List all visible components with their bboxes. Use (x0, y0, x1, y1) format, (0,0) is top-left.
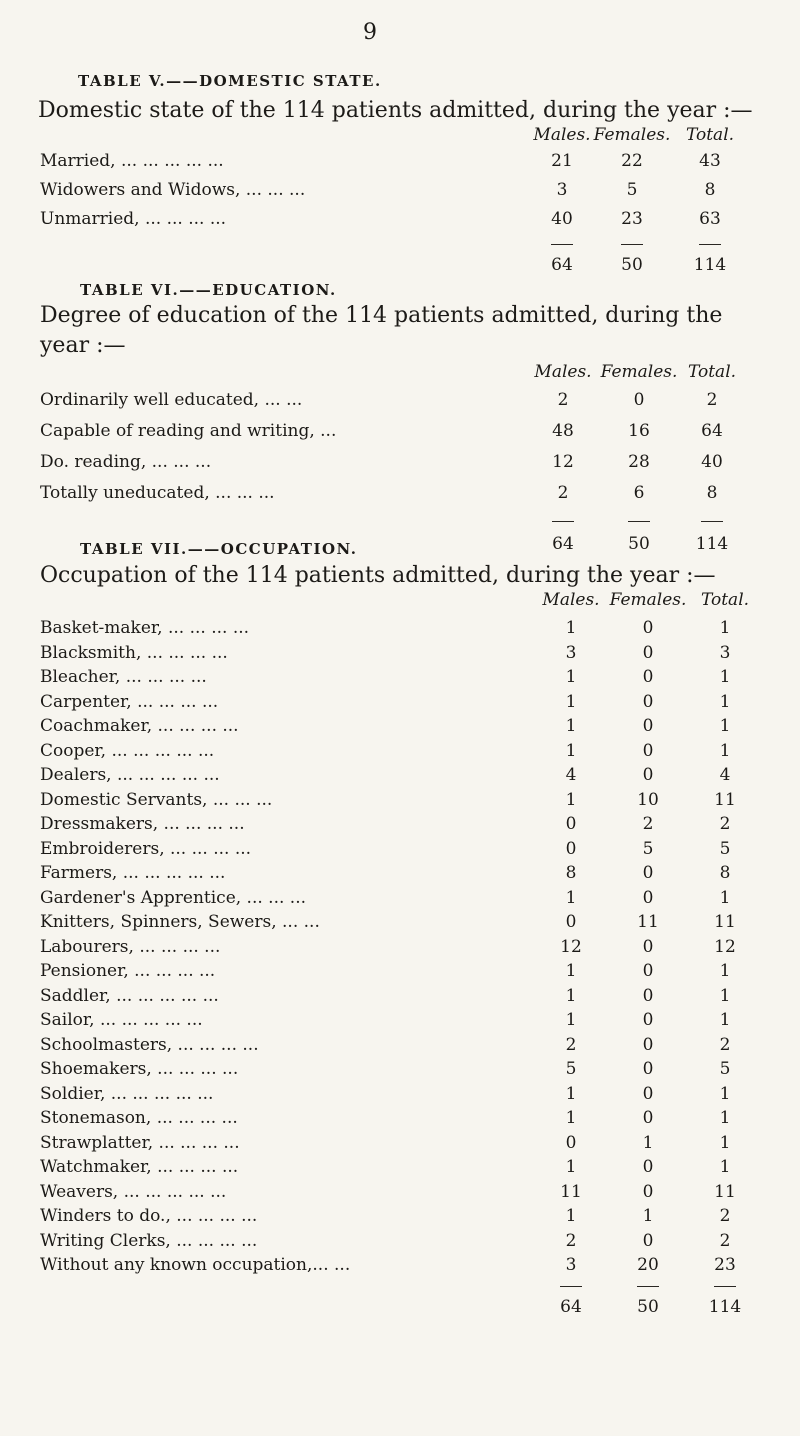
table7-cell-males: 1 (565, 716, 577, 736)
table5-cell-total: 43 (699, 151, 721, 171)
table7-row-label: Knitters, Spinners, Sewers, ... ... (40, 912, 320, 932)
table7-cell-males: 1 (565, 691, 577, 712)
table7-cell-females: 0 (642, 887, 654, 908)
table5-total-rule (699, 244, 721, 245)
table7-cell-males: 1 (565, 1083, 577, 1104)
table7-row-label: Pensioner, ... ... ... ... (40, 961, 216, 981)
table7-row-label: Labourers, ... ... ... ... (40, 936, 221, 957)
table7-total-rule (637, 1286, 659, 1287)
table5-total-rule (551, 244, 573, 245)
table7-cell-females: 1 (642, 1206, 654, 1226)
table5-intro: Domestic state of the 114 patients admitted, during the year :— (38, 98, 753, 123)
table7-cell-males: 0 (565, 912, 577, 932)
table7-cell-females: 0 (642, 863, 654, 883)
table5-col-header: Males. (533, 125, 591, 145)
table7-total-males: 64 (560, 1296, 582, 1317)
table7-cell-total: 11 (714, 789, 736, 810)
table7-row-label: Sailor, ... ... ... ... ... (40, 1010, 203, 1030)
table7-cell-total: 1 (719, 667, 731, 687)
table7-cell-females: 0 (642, 1157, 654, 1177)
table7-cell-total: 1 (719, 1010, 731, 1030)
table6-cell-total: 8 (706, 483, 718, 503)
table5-total-rule (621, 244, 643, 245)
table7-cell-total: 3 (719, 642, 731, 663)
table7-cell-total: 2 (719, 1230, 731, 1251)
table7-cell-females: 0 (642, 1108, 654, 1128)
table7-row-label: Gardener's Apprentice, ... ... ... (40, 887, 306, 908)
table7-cell-females: 5 (642, 838, 654, 859)
table5-cell-males: 21 (551, 151, 573, 171)
table5-heading: TABLE V.——DOMESTIC STATE. (78, 72, 382, 90)
table7-cell-total: 12 (714, 936, 736, 957)
table7-row-label: Without any known occupation,... ... (40, 1255, 351, 1275)
table7-cell-total: 1 (719, 618, 731, 638)
table7-cell-females: 0 (642, 642, 654, 663)
table5-col-header: Total. (685, 125, 735, 145)
table6-col-header: Total. (687, 362, 737, 382)
table7-cell-total: 2 (719, 1034, 731, 1055)
table7-row-label: Weavers, ... ... ... ... ... (40, 1181, 227, 1202)
table7-cell-females: 0 (642, 1083, 654, 1104)
table6-total-total: 114 (695, 534, 729, 554)
table5-total-females: 50 (621, 255, 643, 275)
table7-cell-total: 1 (719, 716, 731, 736)
table5-row-label: Unmarried, ... ... ... ... (40, 209, 227, 229)
table7-cell-males: 1 (565, 789, 577, 810)
table6-row-label: Do. reading, ... ... ... (40, 452, 212, 472)
table6-cell-total: 64 (701, 421, 723, 441)
table7-cell-males: 1 (565, 1108, 577, 1128)
table7-cell-total: 1 (719, 740, 731, 761)
table6-row-label: Capable of reading and writing, ... (40, 421, 337, 441)
table7-cell-total: 1 (719, 1132, 731, 1153)
table7-row-label: Embroiderers, ... ... ... ... (40, 838, 252, 859)
table6-total-rule (628, 521, 650, 522)
table7-row-label: Saddler, ... ... ... ... ... (40, 985, 219, 1006)
table7-cell-females: 0 (642, 985, 654, 1006)
table5-cell-females: 23 (621, 209, 643, 229)
table7-cell-males: 1 (565, 1010, 577, 1030)
table7-cell-females: 0 (642, 1230, 654, 1251)
table7-cell-males: 3 (565, 642, 577, 663)
table7-cell-total: 5 (719, 838, 731, 859)
table6-cell-females: 28 (628, 452, 650, 472)
table7-cell-males: 1 (565, 1157, 577, 1177)
table7-cell-males: 0 (565, 1132, 577, 1153)
table7-cell-females: 0 (642, 1034, 654, 1055)
table7-cell-females: 10 (637, 789, 659, 810)
page-number: 9 (363, 20, 377, 45)
table7-col-header: Females. (609, 590, 687, 610)
table7-cell-females: 0 (642, 1010, 654, 1030)
table6-total-rule (552, 521, 574, 522)
table7-cell-males: 11 (560, 1181, 582, 1202)
table7-cell-females: 20 (637, 1255, 659, 1275)
table6-cell-total: 2 (706, 390, 718, 410)
table5-col-header: Females. (593, 125, 671, 145)
table7-cell-females: 0 (642, 618, 654, 638)
table7-cell-males: 8 (565, 863, 577, 883)
table6-col-header: Females. (600, 362, 678, 382)
table7-row-label: Coachmaker, ... ... ... ... (40, 716, 239, 736)
table7-cell-males: 1 (565, 740, 577, 761)
table6-cell-females: 16 (628, 421, 650, 441)
table7-row-label: Strawplatter, ... ... ... ... (40, 1132, 240, 1153)
table7-total-rule (560, 1286, 582, 1287)
table7-cell-males: 4 (565, 765, 577, 785)
table7-cell-total: 1 (719, 961, 731, 981)
table5-cell-females: 22 (621, 151, 643, 171)
table7-row-label: Dealers, ... ... ... ... ... (40, 765, 220, 785)
table7-cell-total: 1 (719, 887, 731, 908)
table7-cell-females: 0 (642, 961, 654, 981)
table7-cell-males: 3 (565, 1255, 577, 1275)
table7-cell-males: 12 (560, 936, 582, 957)
table7-cell-females: 2 (642, 814, 654, 834)
table7-cell-females: 0 (642, 765, 654, 785)
table5-cell-total: 63 (699, 209, 721, 229)
table7-row-label: Dressmakers, ... ... ... ... (40, 814, 245, 834)
table6-row-label: Ordinarily well educated, ... ... (40, 390, 303, 410)
table7-cell-total: 8 (719, 863, 731, 883)
table5-cell-females: 5 (626, 180, 638, 200)
table7-cell-males: 1 (565, 961, 577, 981)
table7-row-label: Basket-maker, ... ... ... ... (40, 618, 250, 638)
table7-cell-males: 1 (565, 1206, 577, 1226)
table7-col-header: Males. (542, 590, 600, 610)
table6-col-header: Males. (534, 362, 592, 382)
table7-row-label: Soldier, ... ... ... ... ... (40, 1083, 214, 1104)
table7-cell-females: 0 (642, 1059, 654, 1079)
table6-heading: TABLE VI.——EDUCATION. (80, 281, 337, 299)
table7-row-label: Blacksmith, ... ... ... ... (40, 642, 228, 663)
table7-cell-females: 0 (642, 667, 654, 687)
table7-row-label: Carpenter, ... ... ... ... (40, 691, 219, 712)
table7-cell-males: 1 (565, 887, 577, 908)
table7-row-label: Shoemakers, ... ... ... ... (40, 1059, 239, 1079)
table7-cell-total: 11 (714, 1181, 736, 1202)
table5-total-total: 114 (693, 255, 727, 275)
table6-cell-males: 2 (557, 483, 569, 503)
table6-cell-females: 0 (633, 390, 645, 410)
table5-cell-males: 40 (551, 209, 573, 229)
table7-cell-females: 0 (642, 691, 654, 712)
table7-cell-total: 1 (719, 1108, 731, 1128)
table7-cell-males: 1 (565, 985, 577, 1006)
table7-cell-total: 1 (719, 691, 731, 712)
table6-intro-line2: year :— (40, 333, 126, 358)
table7-cell-females: 1 (642, 1132, 654, 1153)
table6-cell-males: 48 (552, 421, 574, 441)
table7-cell-females: 0 (642, 1181, 654, 1202)
table7-cell-total: 1 (719, 985, 731, 1006)
table7-cell-females: 0 (642, 716, 654, 736)
table6-cell-total: 40 (701, 452, 723, 472)
table7-cell-males: 0 (565, 838, 577, 859)
table7-cell-males: 1 (565, 667, 577, 687)
table5-total-males: 64 (551, 255, 573, 275)
table5-cell-males: 3 (556, 180, 568, 200)
table7-intro: Occupation of the 114 patients admitted, during the year :— (40, 563, 716, 588)
table5-cell-total: 8 (704, 180, 716, 200)
table7-cell-total: 2 (719, 814, 731, 834)
table7-row-label: Winders to do., ... ... ... ... (40, 1206, 258, 1226)
table6-row-label: Totally uneducated, ... ... ... (40, 483, 275, 503)
table7-row-label: Writing Clerks, ... ... ... ... (40, 1230, 258, 1251)
table7-heading: TABLE VII.——OCCUPATION. (80, 540, 358, 558)
table7-cell-males: 5 (565, 1059, 577, 1079)
table7-cell-total: 2 (719, 1206, 731, 1226)
table7-cell-total: 23 (714, 1255, 736, 1275)
table7-row-label: Cooper, ... ... ... ... ... (40, 740, 215, 761)
table7-cell-total: 11 (714, 912, 736, 932)
table5-row-label: Widowers and Widows, ... ... ... (40, 180, 306, 200)
table7-col-header: Total. (700, 590, 750, 610)
table7-cell-females: 0 (642, 740, 654, 761)
table7-row-label: Watchmaker, ... ... ... ... (40, 1157, 239, 1177)
table6-cell-males: 12 (552, 452, 574, 472)
table6-cell-females: 6 (633, 483, 645, 503)
table7-total-rule (714, 1286, 736, 1287)
table6-intro-line1: Degree of education of the 114 patients admitted, during the (40, 303, 723, 328)
table6-total-females: 50 (628, 534, 650, 554)
table7-cell-total: 5 (719, 1059, 731, 1079)
table7-row-label: Bleacher, ... ... ... ... (40, 667, 207, 687)
table7-cell-total: 4 (719, 765, 731, 785)
table7-total-total: 114 (708, 1296, 742, 1317)
table7-cell-males: 1 (565, 618, 577, 638)
table7-row-label: Stonemason, ... ... ... ... (40, 1108, 238, 1128)
table6-total-rule (701, 521, 723, 522)
table7-row-label: Farmers, ... ... ... ... ... (40, 863, 226, 883)
table7-cell-females: 0 (642, 936, 654, 957)
table7-cell-males: 0 (565, 814, 577, 834)
table7-cell-males: 2 (565, 1230, 577, 1251)
table7-cell-males: 2 (565, 1034, 577, 1055)
table7-total-females: 50 (637, 1296, 659, 1317)
table6-cell-males: 2 (557, 390, 569, 410)
table6-total-males: 64 (552, 534, 574, 554)
table7-cell-total: 1 (719, 1157, 731, 1177)
table7-cell-females: 11 (637, 912, 659, 932)
table7-row-label: Schoolmasters, ... ... ... ... (40, 1034, 259, 1055)
table5-row-label: Married, ... ... ... ... ... (40, 151, 224, 171)
table7-cell-total: 1 (719, 1083, 731, 1104)
table7-row-label: Domestic Servants, ... ... ... (40, 789, 273, 810)
